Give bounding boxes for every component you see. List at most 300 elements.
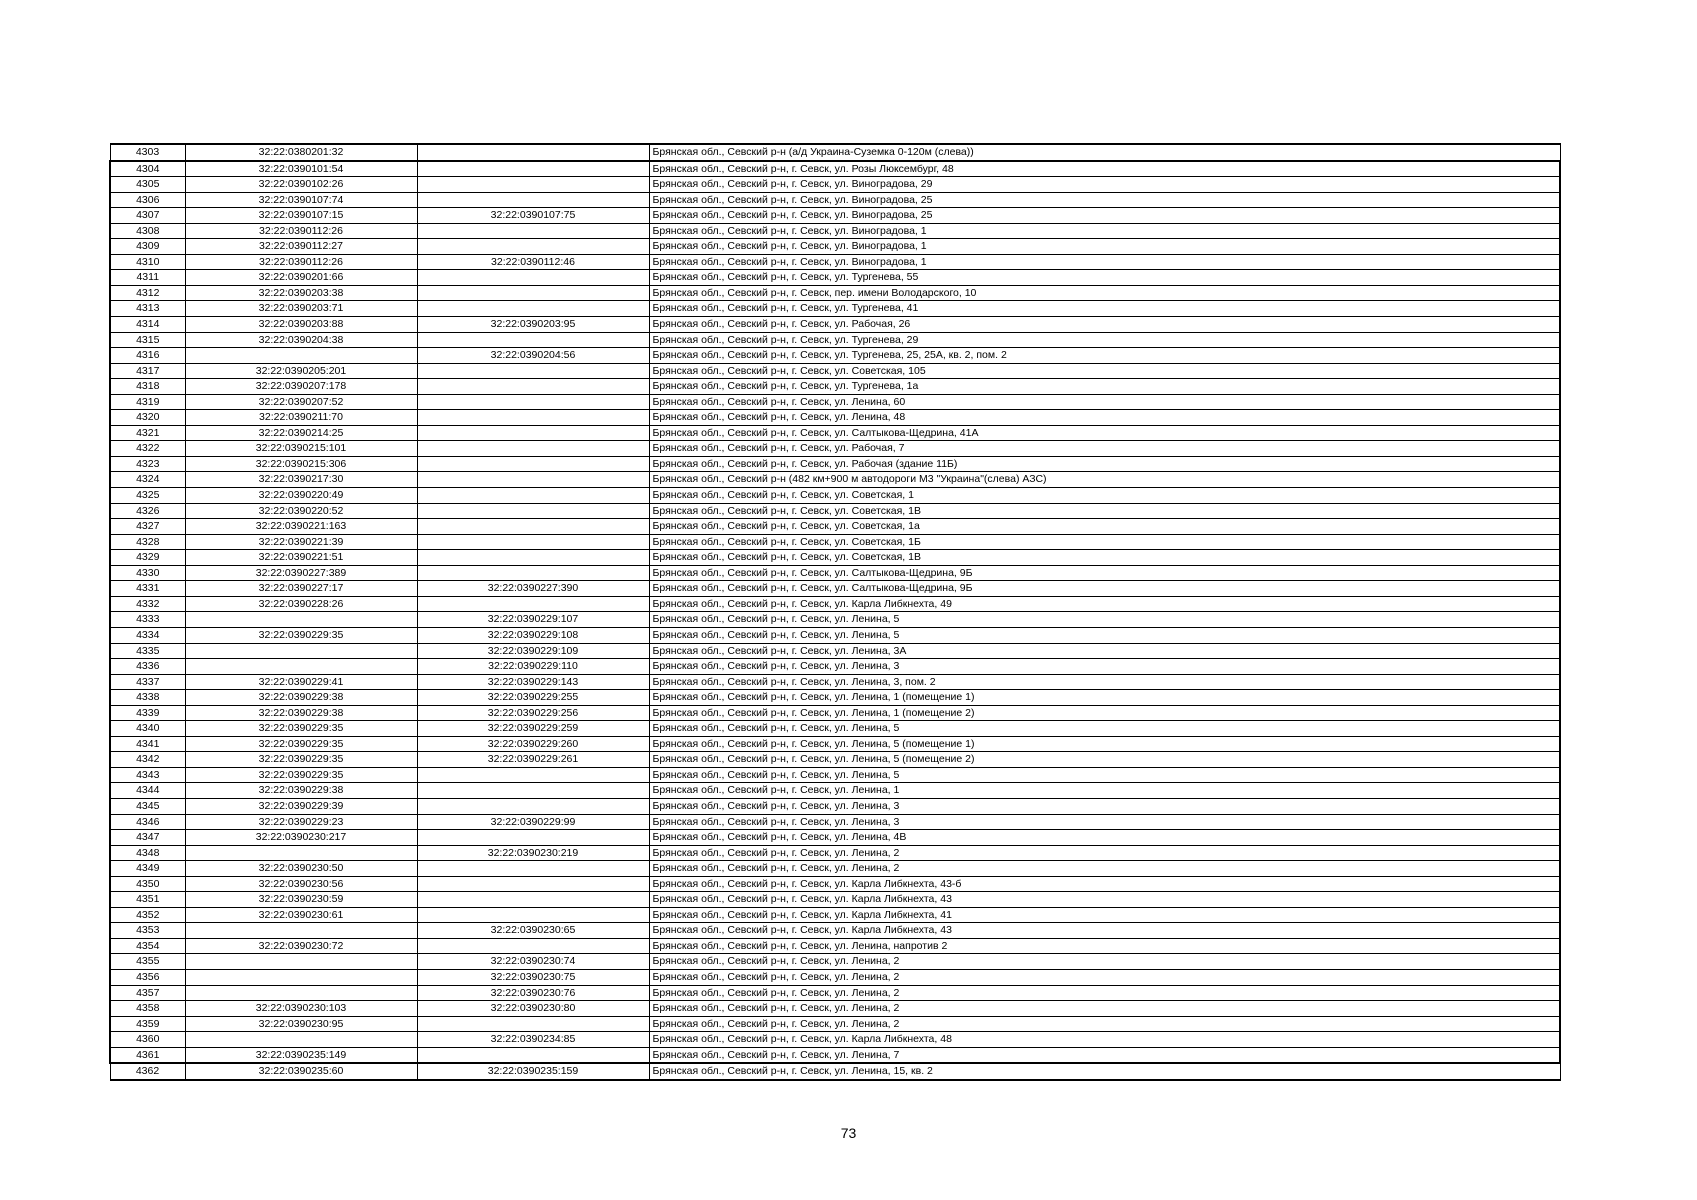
records-table: [109, 143, 1561, 1081]
row-number-cell: 4349: [110, 861, 185, 877]
table-row: [110, 208, 1560, 224]
address-cell: Брянская обл., Севский р-н, г. Севск, ул. Карла Либкнехта, 43-б: [649, 876, 1560, 892]
cadastral-number-cell: [185, 845, 417, 861]
table-row: [110, 144, 1560, 161]
row-number-cell: 4338: [110, 690, 185, 706]
related-cadastral-number-cell: 32:22:0390230:75: [417, 969, 649, 985]
table-row: [110, 394, 1560, 410]
address-cell: Брянская обл., Севский р-н, г. Севск, ул. Ленина, 2: [649, 845, 1560, 861]
row-number-cell: 4312: [110, 285, 185, 301]
cadastral-number-cell: 32:22:0390112:27: [185, 239, 417, 255]
table-row: [110, 892, 1560, 908]
row-number-cell: 4333: [110, 612, 185, 628]
address-cell: Брянская обл., Севский р-н, г. Севск, ул. Ленина, 2: [649, 954, 1560, 970]
cadastral-number-cell: 32:22:0390204:38: [185, 332, 417, 348]
related-cadastral-number-cell: 32:22:0390230:80: [417, 1001, 649, 1017]
row-number-cell: 4339: [110, 705, 185, 721]
table-row: [110, 690, 1560, 706]
related-cadastral-number-cell: [417, 519, 649, 535]
row-number-cell: 4318: [110, 379, 185, 395]
row-number-cell: 4317: [110, 363, 185, 379]
address-cell: Брянская обл., Севский р-н, г. Севск, ул. Ленина, напротив 2: [649, 938, 1560, 954]
address-cell: Брянская обл., Севский р-н, г. Севск, ул. Ленина, 60: [649, 394, 1560, 410]
row-number-cell: 4330: [110, 565, 185, 581]
cadastral-number-cell: 32:22:0390112:26: [185, 223, 417, 239]
row-number-cell: 4316: [110, 348, 185, 364]
cadastral-number-cell: [185, 659, 417, 675]
table-row: [110, 767, 1560, 783]
table-row: [110, 503, 1560, 519]
table-row: [110, 1001, 1560, 1017]
cadastral-number-cell: 32:22:0390102:26: [185, 177, 417, 193]
related-cadastral-number-cell: [417, 830, 649, 846]
address-cell: Брянская обл., Севский р-н, г. Севск, ул. Ленина, 1 (помещение 2): [649, 705, 1560, 721]
table-row: [110, 534, 1560, 550]
address-cell: Брянская обл., Севский р-н, г. Севск, ул. Виноградова, 25: [649, 192, 1560, 208]
related-cadastral-number-cell: [417, 441, 649, 457]
table-row: [110, 612, 1560, 628]
table-row: [110, 270, 1560, 286]
related-cadastral-number-cell: 32:22:0390229:108: [417, 627, 649, 643]
address-cell: Брянская обл., Севский р-н (482 км+900 м автодороги М3 "Украина"(слева) АЗС): [649, 472, 1560, 488]
cadastral-number-cell: 32:22:0390229:35: [185, 721, 417, 737]
related-cadastral-number-cell: 32:22:0390229:99: [417, 814, 649, 830]
related-cadastral-number-cell: 32:22:0390229:110: [417, 659, 649, 675]
row-number-cell: 4307: [110, 208, 185, 224]
related-cadastral-number-cell: 32:22:0390229:109: [417, 643, 649, 659]
address-cell: Брянская обл., Севский р-н, г. Севск, ул. Рабочая (здание 11Б): [649, 456, 1560, 472]
address-cell: Брянская обл., Севский р-н, г. Севск, ул. Тургенева, 55: [649, 270, 1560, 286]
cadastral-number-cell: 32:22:0390220:52: [185, 503, 417, 519]
row-number-cell: 4322: [110, 441, 185, 457]
table-row: [110, 907, 1560, 923]
table-row: [110, 285, 1560, 301]
table-row: [110, 177, 1560, 193]
related-cadastral-number-cell: [417, 270, 649, 286]
row-number-cell: 4334: [110, 627, 185, 643]
row-number-cell: 4360: [110, 1032, 185, 1048]
row-number-cell: 4337: [110, 674, 185, 690]
cadastral-number-cell: 32:22:0390228:26: [185, 596, 417, 612]
table-row: [110, 814, 1560, 830]
cadastral-number-cell: 32:22:0390203:38: [185, 285, 417, 301]
row-number-cell: 4315: [110, 332, 185, 348]
row-number-cell: 4346: [110, 814, 185, 830]
address-cell: Брянская обл., Севский р-н, г. Севск, ул. Ленина, 2: [649, 985, 1560, 1001]
row-number-cell: 4352: [110, 907, 185, 923]
cadastral-number-cell: 32:22:0390229:35: [185, 767, 417, 783]
related-cadastral-number-cell: [417, 565, 649, 581]
address-cell: Брянская обл., Севский р-н, г. Севск, ул. Советская, 1В: [649, 550, 1560, 566]
row-number-cell: 4314: [110, 317, 185, 333]
table-row: [110, 223, 1560, 239]
row-number-cell: 4362: [110, 1063, 185, 1080]
address-cell: Брянская обл., Севский р-н, г. Севск, пер. имени Володарского, 10: [649, 285, 1560, 301]
related-cadastral-number-cell: [417, 223, 649, 239]
related-cadastral-number-cell: [417, 332, 649, 348]
related-cadastral-number-cell: 32:22:0390229:256: [417, 705, 649, 721]
related-cadastral-number-cell: [417, 144, 649, 161]
address-cell: Брянская обл., Севский р-н, г. Севск, ул. Советская, 1Б: [649, 534, 1560, 550]
row-number-cell: 4358: [110, 1001, 185, 1017]
address-cell: Брянская обл., Севский р-н, г. Севск, ул. Ленина, 5: [649, 721, 1560, 737]
address-cell: Брянская обл., Севский р-н, г. Севск, ул. Розы Люксембург, 48: [649, 161, 1560, 177]
address-cell: Брянская обл., Севский р-н, г. Севск, ул. Ленина, 5: [649, 627, 1560, 643]
cadastral-number-cell: 32:22:0390203:88: [185, 317, 417, 333]
row-number-cell: 4325: [110, 488, 185, 504]
address-cell: Брянская обл., Севский р-н, г. Севск, ул. Виноградова, 29: [649, 177, 1560, 193]
address-cell: Брянская обл., Севский р-н, г. Севск, ул. Тургенева, 1а: [649, 379, 1560, 395]
row-number-cell: 4354: [110, 938, 185, 954]
address-cell: Брянская обл., Севский р-н, г. Севск, ул. Салтыкова-Щедрина, 41А: [649, 425, 1560, 441]
related-cadastral-number-cell: 32:22:0390229:260: [417, 736, 649, 752]
row-number-cell: 4342: [110, 752, 185, 768]
table-row: [110, 736, 1560, 752]
related-cadastral-number-cell: [417, 161, 649, 177]
cadastral-number-cell: 32:22:0390235:60: [185, 1063, 417, 1080]
related-cadastral-number-cell: [417, 876, 649, 892]
row-number-cell: 4353: [110, 923, 185, 939]
cadastral-number-cell: 32:22:0380201:32: [185, 144, 417, 161]
table-row: [110, 643, 1560, 659]
table-row: [110, 596, 1560, 612]
address-cell: Брянская обл., Севский р-н, г. Севск, ул. Рабочая, 7: [649, 441, 1560, 457]
related-cadastral-number-cell: [417, 363, 649, 379]
address-cell: Брянская обл., Севский р-н, г. Севск, ул. Ленина, 1 (помещение 1): [649, 690, 1560, 706]
cadastral-number-cell: 32:22:0390230:56: [185, 876, 417, 892]
cadastral-number-cell: 32:22:0390214:25: [185, 425, 417, 441]
table-row: [110, 861, 1560, 877]
address-cell: Брянская обл., Севский р-н, г. Севск, ул. Ленина, 3: [649, 659, 1560, 675]
related-cadastral-number-cell: [417, 907, 649, 923]
cadastral-number-cell: 32:22:0390112:26: [185, 254, 417, 270]
cadastral-number-cell: 32:22:0390230:103: [185, 1001, 417, 1017]
address-cell: Брянская обл., Севский р-н, г. Севск, ул. Салтыкова-Щедрина, 9Б: [649, 581, 1560, 597]
cadastral-number-cell: 32:22:0390221:51: [185, 550, 417, 566]
related-cadastral-number-cell: [417, 285, 649, 301]
address-cell: Брянская обл., Севский р-н, г. Севск, ул. Карла Либкнехта, 41: [649, 907, 1560, 923]
related-cadastral-number-cell: [417, 301, 649, 317]
related-cadastral-number-cell: 32:22:0390230:74: [417, 954, 649, 970]
row-number-cell: 4357: [110, 985, 185, 1001]
related-cadastral-number-cell: [417, 488, 649, 504]
row-number-cell: 4310: [110, 254, 185, 270]
table-row: [110, 348, 1560, 364]
row-number-cell: 4319: [110, 394, 185, 410]
table-row: [110, 488, 1560, 504]
related-cadastral-number-cell: [417, 783, 649, 799]
cadastral-number-cell: 32:22:0390235:149: [185, 1047, 417, 1063]
table-row: [110, 161, 1560, 177]
related-cadastral-number-cell: 32:22:0390230:219: [417, 845, 649, 861]
cadastral-number-cell: 32:22:0390205:201: [185, 363, 417, 379]
row-number-cell: 4320: [110, 410, 185, 426]
related-cadastral-number-cell: 32:22:0390204:56: [417, 348, 649, 364]
address-cell: Брянская обл., Севский р-н, г. Севск, ул. Тургенева, 29: [649, 332, 1560, 348]
table-row: [110, 192, 1560, 208]
row-number-cell: 4344: [110, 783, 185, 799]
cadastral-number-cell: 32:22:0390230:217: [185, 830, 417, 846]
table-row: [110, 363, 1560, 379]
row-number-cell: 4340: [110, 721, 185, 737]
related-cadastral-number-cell: [417, 861, 649, 877]
table-row: [110, 441, 1560, 457]
table-row: [110, 783, 1560, 799]
row-number-cell: 4331: [110, 581, 185, 597]
cadastral-number-cell: 32:22:0390229:39: [185, 798, 417, 814]
related-cadastral-number-cell: [417, 472, 649, 488]
address-cell: Брянская обл., Севский р-н, г. Севск, ул. Рабочая, 26: [649, 317, 1560, 333]
row-number-cell: 4335: [110, 643, 185, 659]
related-cadastral-number-cell: 32:22:0390235:159: [417, 1063, 649, 1080]
cadastral-number-cell: [185, 348, 417, 364]
related-cadastral-number-cell: [417, 767, 649, 783]
address-cell: Брянская обл., Севский р-н, г. Севск, ул. Советская, 1а: [649, 519, 1560, 535]
address-cell: Брянская обл., Севский р-н, г. Севск, ул. Тургенева, 25, 25А, кв. 2, пом. 2: [649, 348, 1560, 364]
address-cell: Брянская обл., Севский р-н, г. Севск, ул. Карла Либкнехта, 43: [649, 923, 1560, 939]
row-number-cell: 4351: [110, 892, 185, 908]
address-cell: Брянская обл., Севский р-н, г. Севск, ул. Ленина, 3: [649, 814, 1560, 830]
table-row: [110, 254, 1560, 270]
row-number-cell: 4347: [110, 830, 185, 846]
related-cadastral-number-cell: 32:22:0390229:259: [417, 721, 649, 737]
table-row: [110, 456, 1560, 472]
cadastral-number-cell: [185, 985, 417, 1001]
related-cadastral-number-cell: [417, 503, 649, 519]
cadastral-number-cell: [185, 612, 417, 628]
related-cadastral-number-cell: [417, 550, 649, 566]
cadastral-number-cell: 32:22:0390217:30: [185, 472, 417, 488]
row-number-cell: 4345: [110, 798, 185, 814]
related-cadastral-number-cell: [417, 798, 649, 814]
related-cadastral-number-cell: 32:22:0390229:261: [417, 752, 649, 768]
address-cell: Брянская обл., Севский р-н, г. Севск, ул. Советская, 105: [649, 363, 1560, 379]
cadastral-number-cell: 32:22:0390230:61: [185, 907, 417, 923]
related-cadastral-number-cell: 32:22:0390229:143: [417, 674, 649, 690]
row-number-cell: 4359: [110, 1016, 185, 1032]
row-number-cell: 4348: [110, 845, 185, 861]
related-cadastral-number-cell: [417, 534, 649, 550]
address-cell: Брянская обл., Севский р-н, г. Севск, ул. Ленина, 5: [649, 767, 1560, 783]
address-cell: Брянская обл., Севский р-н, г. Севск, ул. Ленина, 5 (помещение 1): [649, 736, 1560, 752]
row-number-cell: 4303: [110, 144, 185, 161]
cadastral-number-cell: 32:22:0390229:38: [185, 783, 417, 799]
related-cadastral-number-cell: [417, 239, 649, 255]
cadastral-number-cell: [185, 1032, 417, 1048]
related-cadastral-number-cell: [417, 456, 649, 472]
row-number-cell: 4332: [110, 596, 185, 612]
row-number-cell: 4350: [110, 876, 185, 892]
address-cell: Брянская обл., Севский р-н, г. Севск, ул. Советская, 1В: [649, 503, 1560, 519]
related-cadastral-number-cell: 32:22:0390107:75: [417, 208, 649, 224]
table-row: [110, 627, 1560, 643]
table-row: [110, 565, 1560, 581]
cadastral-number-cell: 32:22:0390215:101: [185, 441, 417, 457]
related-cadastral-number-cell: 32:22:0390203:95: [417, 317, 649, 333]
table-row: [110, 1047, 1560, 1063]
address-cell: Брянская обл., Севский р-н, г. Севск, ул. Виноградова, 1: [649, 223, 1560, 239]
cadastral-number-cell: 32:22:0390229:38: [185, 690, 417, 706]
table-row: [110, 938, 1560, 954]
address-cell: Брянская обл., Севский р-н, г. Севск, ул. Ленина, 1: [649, 783, 1560, 799]
related-cadastral-number-cell: 32:22:0390112:46: [417, 254, 649, 270]
cadastral-number-cell: [185, 954, 417, 970]
row-number-cell: 4323: [110, 456, 185, 472]
address-cell: Брянская обл., Севский р-н, г. Севск, ул. Ленина, 15, кв. 2: [649, 1063, 1560, 1080]
table-row: [110, 923, 1560, 939]
address-cell: Брянская обл., Севский р-н, г. Севск, ул. Виноградова, 1: [649, 254, 1560, 270]
address-cell: Брянская обл., Севский р-н, г. Севск, ул. Ленина, 3, пом. 2: [649, 674, 1560, 690]
cadastral-number-cell: 32:22:0390101:54: [185, 161, 417, 177]
table-row: [110, 1063, 1560, 1080]
related-cadastral-number-cell: 32:22:0390229:255: [417, 690, 649, 706]
related-cadastral-number-cell: 32:22:0390227:390: [417, 581, 649, 597]
address-cell: Брянская обл., Севский р-н, г. Севск, ул. Ленина, 2: [649, 1016, 1560, 1032]
cadastral-number-cell: 32:22:0390230:72: [185, 938, 417, 954]
row-number-cell: 4355: [110, 954, 185, 970]
cadastral-number-cell: 32:22:0390203:71: [185, 301, 417, 317]
cadastral-number-cell: 32:22:0390229:35: [185, 752, 417, 768]
cadastral-number-cell: 32:22:0390229:38: [185, 705, 417, 721]
table-row: [110, 674, 1560, 690]
table-row: [110, 239, 1560, 255]
related-cadastral-number-cell: 32:22:0390234:85: [417, 1032, 649, 1048]
cadastral-number-cell: 32:22:0390227:389: [185, 565, 417, 581]
cadastral-number-cell: 32:22:0390221:163: [185, 519, 417, 535]
table-row: [110, 721, 1560, 737]
address-cell: Брянская обл., Севский р-н, г. Севск, ул. Ленина, 4В: [649, 830, 1560, 846]
cadastral-number-cell: 32:22:0390107:15: [185, 208, 417, 224]
address-cell: Брянская обл., Севский р-н, г. Севск, ул. Ленина, 2: [649, 969, 1560, 985]
row-number-cell: 4327: [110, 519, 185, 535]
cadastral-number-cell: 32:22:0390201:66: [185, 270, 417, 286]
address-cell: Брянская обл., Севский р-н, г. Севск, ул. Ленина, 7: [649, 1047, 1560, 1063]
cadastral-number-cell: 32:22:0390107:74: [185, 192, 417, 208]
table-row: [110, 798, 1560, 814]
row-number-cell: 4306: [110, 192, 185, 208]
row-number-cell: 4356: [110, 969, 185, 985]
row-number-cell: 4321: [110, 425, 185, 441]
cadastral-number-cell: 32:22:0390230:59: [185, 892, 417, 908]
related-cadastral-number-cell: [417, 596, 649, 612]
table-row: [110, 332, 1560, 348]
row-number-cell: 4305: [110, 177, 185, 193]
row-number-cell: 4341: [110, 736, 185, 752]
page-number: 73: [840, 1125, 857, 1141]
related-cadastral-number-cell: [417, 1047, 649, 1063]
row-number-cell: 4313: [110, 301, 185, 317]
related-cadastral-number-cell: [417, 892, 649, 908]
cadastral-number-cell: 32:22:0390207:52: [185, 394, 417, 410]
row-number-cell: 4361: [110, 1047, 185, 1063]
table-row: [110, 410, 1560, 426]
row-number-cell: 4311: [110, 270, 185, 286]
table-row: [110, 985, 1560, 1001]
related-cadastral-number-cell: 32:22:0390230:76: [417, 985, 649, 1001]
table-row: [110, 317, 1560, 333]
related-cadastral-number-cell: [417, 379, 649, 395]
related-cadastral-number-cell: [417, 192, 649, 208]
table-row: [110, 581, 1560, 597]
cadastral-number-cell: 32:22:0390220:49: [185, 488, 417, 504]
related-cadastral-number-cell: [417, 394, 649, 410]
row-number-cell: 4304: [110, 161, 185, 177]
cadastral-number-cell: 32:22:0390229:35: [185, 627, 417, 643]
address-cell: Брянская обл., Севский р-н, г. Севск, ул. Ленина, 5 (помещение 2): [649, 752, 1560, 768]
records-table-body: [110, 144, 1560, 1080]
related-cadastral-number-cell: [417, 425, 649, 441]
related-cadastral-number-cell: [417, 1016, 649, 1032]
row-number-cell: 4324: [110, 472, 185, 488]
cadastral-number-cell: 32:22:0390230:50: [185, 861, 417, 877]
table-row: [110, 379, 1560, 395]
cadastral-number-cell: [185, 969, 417, 985]
cadastral-number-cell: 32:22:0390230:95: [185, 1016, 417, 1032]
table-row: [110, 659, 1560, 675]
table-row: [110, 954, 1560, 970]
row-number-cell: 4343: [110, 767, 185, 783]
cadastral-number-cell: 32:22:0390229:23: [185, 814, 417, 830]
cadastral-number-cell: 32:22:0390215:306: [185, 456, 417, 472]
related-cadastral-number-cell: 32:22:0390230:65: [417, 923, 649, 939]
row-number-cell: 4326: [110, 503, 185, 519]
row-number-cell: 4336: [110, 659, 185, 675]
address-cell: Брянская обл., Севский р-н, г. Севск, ул. Тургенева, 41: [649, 301, 1560, 317]
address-cell: Брянская обл., Севский р-н, г. Севск, ул. Карла Либкнехта, 43: [649, 892, 1560, 908]
related-cadastral-number-cell: 32:22:0390229:107: [417, 612, 649, 628]
address-cell: Брянская обл., Севский р-н, г. Севск, ул. Салтыкова-Щедрина, 9Б: [649, 565, 1560, 581]
cadastral-number-cell: [185, 643, 417, 659]
address-cell: Брянская обл., Севский р-н, г. Севск, ул. Карла Либкнехта, 48: [649, 1032, 1560, 1048]
address-cell: Брянская обл., Севский р-н, г. Севск, ул. Ленина, 3А: [649, 643, 1560, 659]
table-row: [110, 969, 1560, 985]
table-row: [110, 845, 1560, 861]
row-number-cell: 4329: [110, 550, 185, 566]
address-cell: Брянская обл., Севский р-н, г. Севск, ул. Ленина, 5: [649, 612, 1560, 628]
row-number-cell: 4309: [110, 239, 185, 255]
table-row: [110, 1016, 1560, 1032]
table-row: [110, 301, 1560, 317]
related-cadastral-number-cell: [417, 410, 649, 426]
cadastral-number-cell: 32:22:0390229:35: [185, 736, 417, 752]
related-cadastral-number-cell: [417, 177, 649, 193]
cadastral-number-cell: 32:22:0390227:17: [185, 581, 417, 597]
row-number-cell: 4308: [110, 223, 185, 239]
table-row: [110, 830, 1560, 846]
table-row: [110, 425, 1560, 441]
address-cell: Брянская обл., Севский р-н, г. Севск, ул. Советская, 1: [649, 488, 1560, 504]
address-cell: Брянская обл., Севский р-н, г. Севск, ул. Ленина, 2: [649, 1001, 1560, 1017]
address-cell: Брянская обл., Севский р-н, г. Севск, ул. Виноградова, 1: [649, 239, 1560, 255]
table-row: [110, 876, 1560, 892]
cadastral-number-cell: 32:22:0390229:41: [185, 674, 417, 690]
cadastral-number-cell: [185, 923, 417, 939]
address-cell: Брянская обл., Севский р-н (а/д Украина-Суземка 0-120м (слева)): [649, 144, 1560, 161]
address-cell: Брянская обл., Севский р-н, г. Севск, ул. Ленина, 48: [649, 410, 1560, 426]
cadastral-number-cell: 32:22:0390221:39: [185, 534, 417, 550]
related-cadastral-number-cell: [417, 938, 649, 954]
table-row: [110, 1032, 1560, 1048]
address-cell: Брянская обл., Севский р-н, г. Севск, ул. Ленина, 2: [649, 861, 1560, 877]
row-number-cell: 4328: [110, 534, 185, 550]
address-cell: Брянская обл., Севский р-н, г. Севск, ул. Ленина, 3: [649, 798, 1560, 814]
table-row: [110, 472, 1560, 488]
cadastral-number-cell: 32:22:0390211:70: [185, 410, 417, 426]
table-row: [110, 519, 1560, 535]
table-row: [110, 550, 1560, 566]
address-cell: Брянская обл., Севский р-н, г. Севск, ул. Виноградова, 25: [649, 208, 1560, 224]
cadastral-number-cell: 32:22:0390207:178: [185, 379, 417, 395]
